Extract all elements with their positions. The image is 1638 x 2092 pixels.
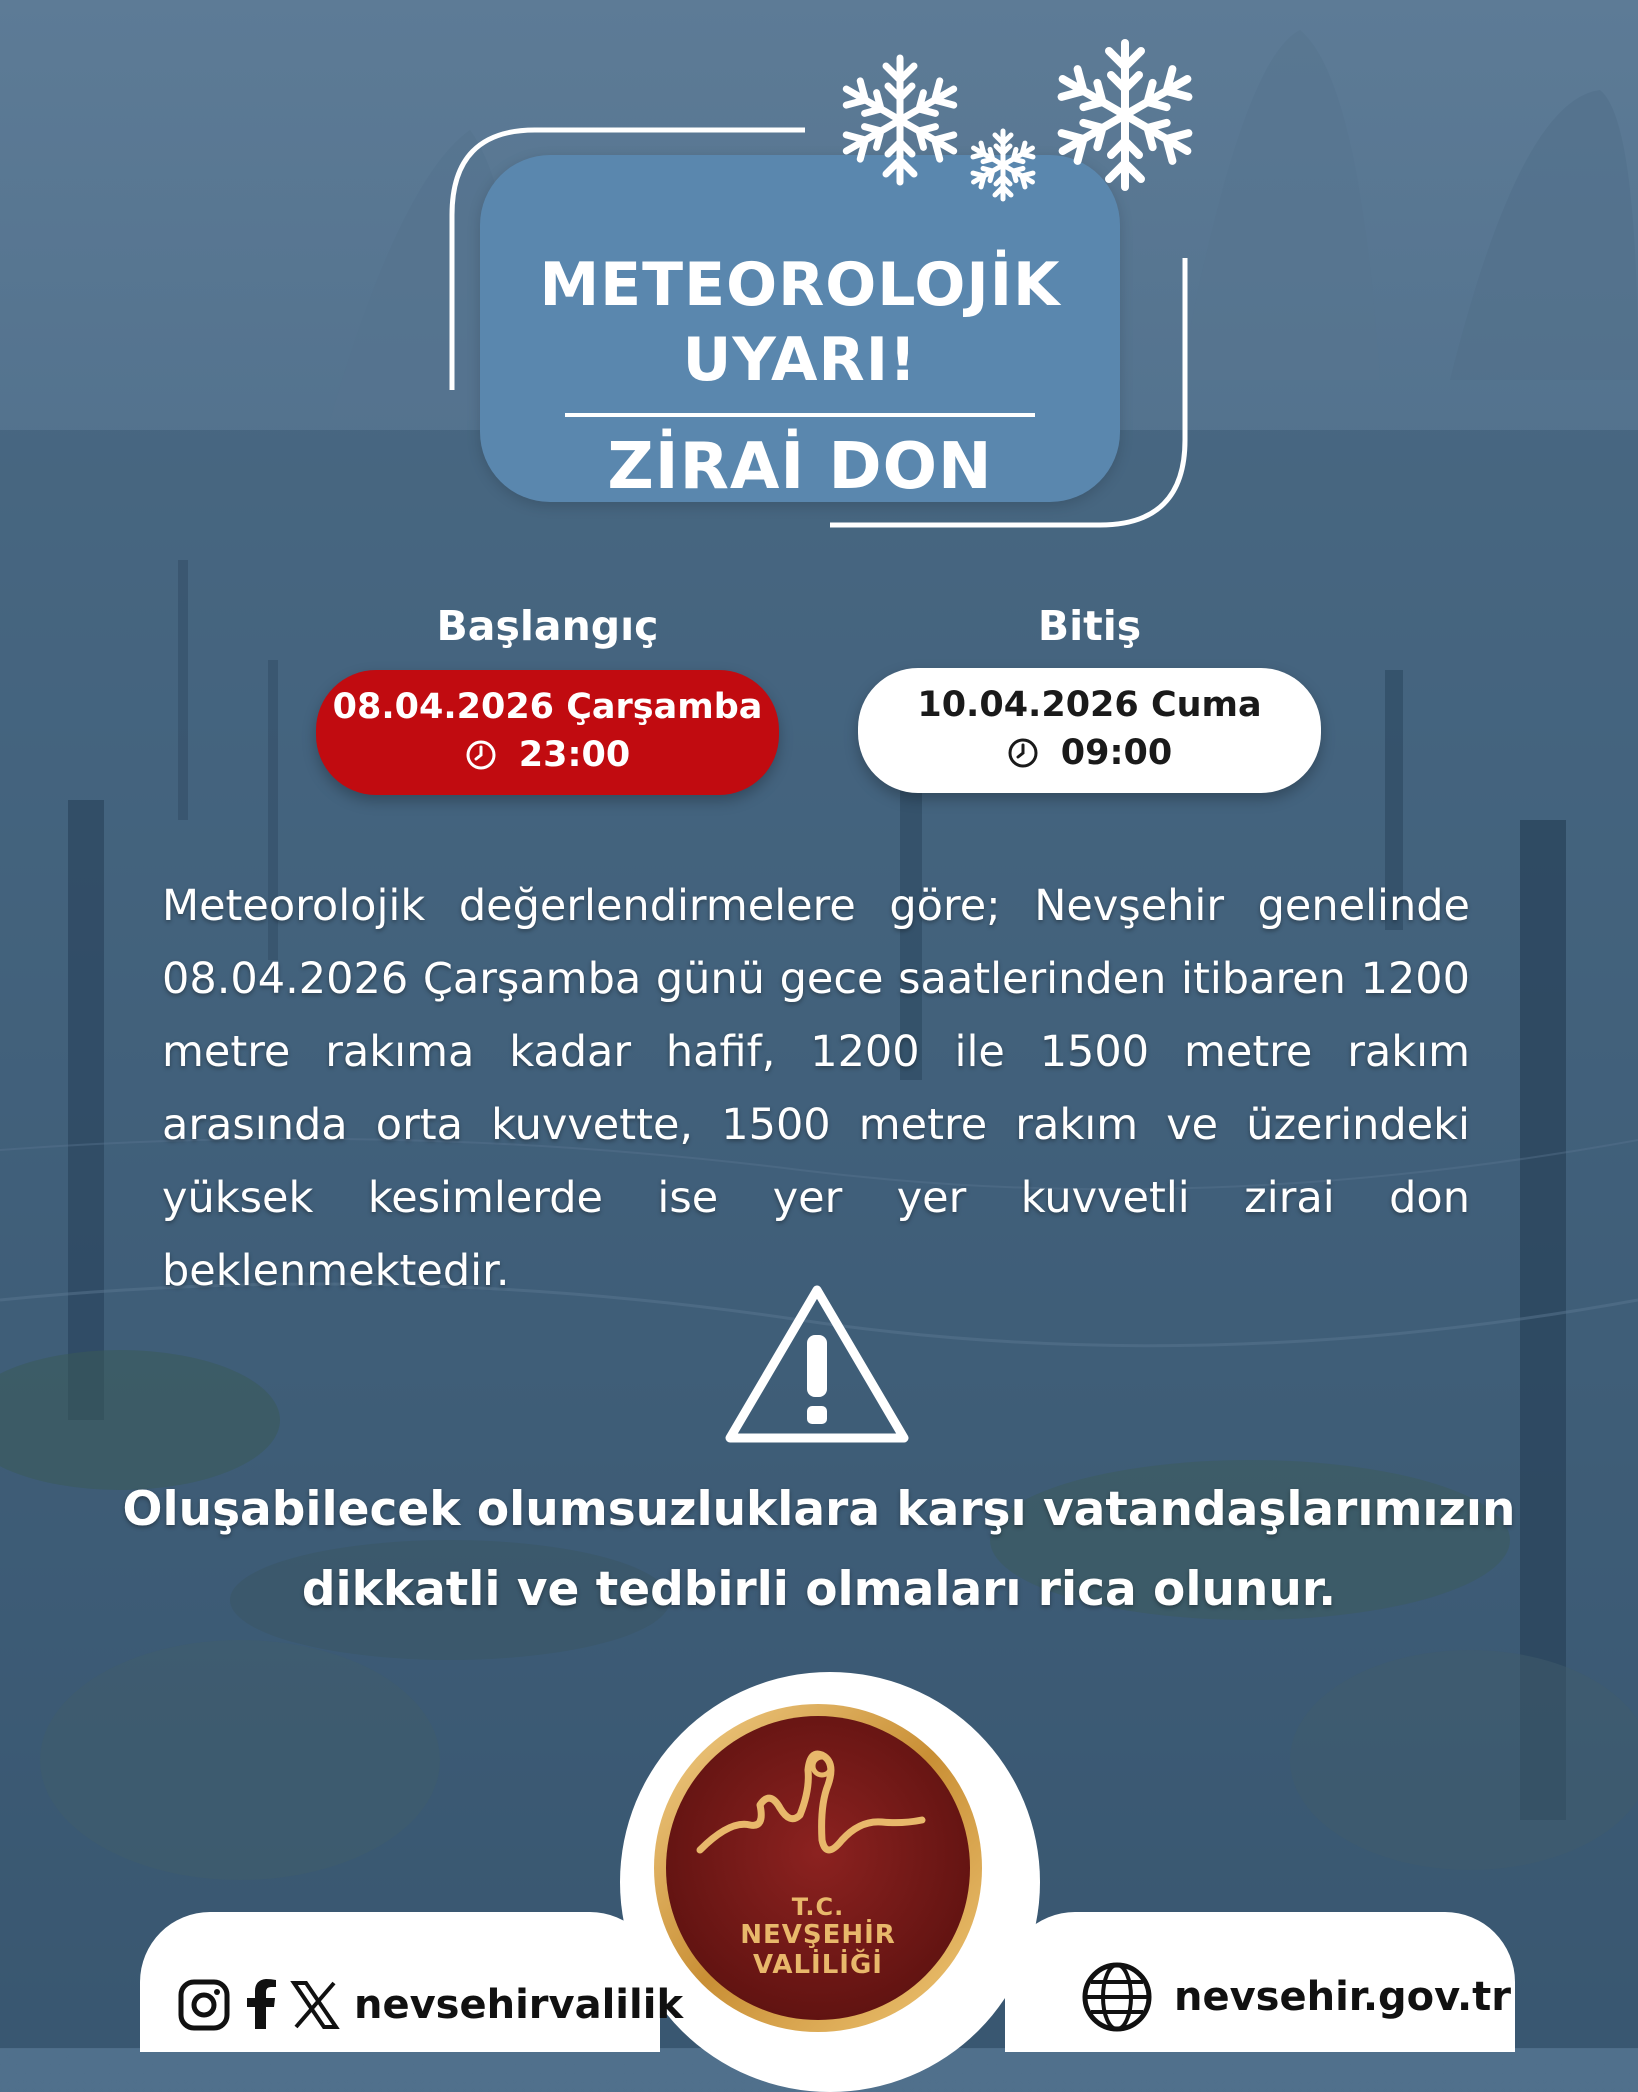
precaution-notice — [100, 1470, 1538, 1630]
snowflake-icon — [963, 125, 1043, 205]
end-badge — [858, 668, 1321, 793]
end-time: 09:00 — [1060, 733, 1173, 773]
notice-line-2: dikkatli ve tedbirli olmaları rica olunur. — [301, 1562, 1337, 1617]
end-label: Bitiş — [1037, 602, 1142, 650]
social-media-links — [176, 1975, 683, 2035]
globe-icon — [1080, 1960, 1154, 2034]
title-box — [480, 155, 1120, 502]
clock-icon — [465, 739, 497, 771]
title-line-1: METEOROLOJİK — [539, 250, 1061, 320]
start-date: 08.04.2026 Çarşamba — [332, 687, 763, 727]
warning-triangle-icon — [722, 1280, 912, 1450]
title-line-2: UYARI! — [682, 325, 918, 395]
logo-text-nevsehir: NEVŞEHİR — [740, 1920, 896, 1950]
snowflake-icon — [1045, 35, 1205, 195]
warning-description: Meteorolojik değerlendirmelere göre; Nevşehir genelinde 08.04.2026 Çarşamba günü gece saatlerinden itibaren 1200 metre rakıma kadar hafif, 1200 ile 1500 metre rakım arasında orta kuvvette, 1500 metre rakım ve üzerindeki yüksek kesimlerde ise yer yer kuvvetli zirai don beklenmektedir. — [162, 881, 1470, 1296]
website-url[interactable]: nevsehir.gov.tr — [1174, 1974, 1511, 2020]
x-icon[interactable] — [290, 1977, 340, 2033]
start-badge — [316, 670, 779, 795]
logo-text-tc: T.C. — [791, 1893, 845, 1921]
clock-icon — [1007, 737, 1039, 769]
social-handle[interactable]: nevsehirvalilik — [354, 1982, 684, 2028]
snowflake-icon — [830, 50, 970, 190]
start-time: 23:00 — [518, 735, 631, 775]
instagram-icon[interactable] — [176, 1977, 232, 2033]
notice-line-1: Oluşabilecek olumsuzluklara karşı vatandaşlarımızın — [122, 1482, 1516, 1537]
title-divider — [565, 413, 1035, 417]
facebook-icon[interactable] — [244, 1977, 278, 2033]
nevsehir-valiligi-logo — [650, 1700, 986, 2036]
website-link[interactable] — [1080, 1960, 1511, 2034]
logo-text-valiligi: VALİLİĞİ — [753, 1950, 883, 1980]
start-time-row — [316, 734, 779, 775]
title-subtitle: ZİRAİ DON — [607, 430, 993, 504]
end-date: 10.04.2026 Cuma — [917, 685, 1262, 725]
end-time-row — [858, 732, 1321, 773]
start-label: Başlangıç — [436, 602, 659, 650]
